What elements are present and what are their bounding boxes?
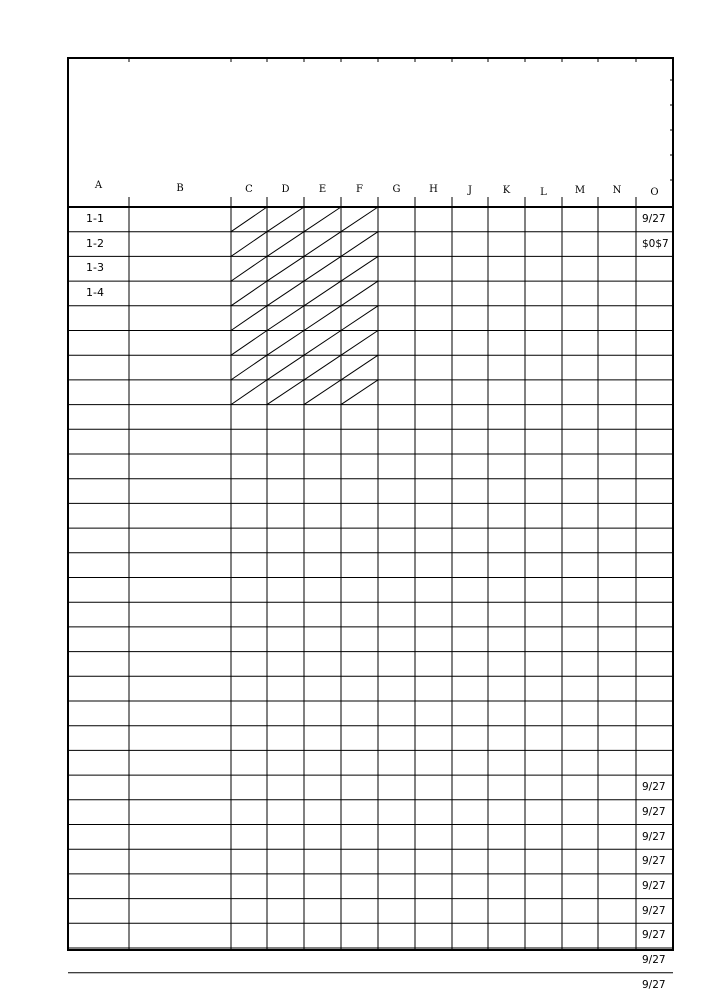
hatch-diagonal [304,256,341,281]
hatch-diagonal [304,355,341,380]
cell-o: 9/27 [642,929,666,942]
hatch-diagonal [267,281,304,306]
cell-o: 9/27 [642,904,666,917]
cell-o: 9/27 [642,954,666,966]
hatch-diagonal [231,207,267,232]
column-header-l: L [540,187,547,198]
cell-o: 9/27 [642,805,666,818]
hatch-diagonal [341,380,378,405]
hatch-diagonal [341,281,378,306]
hatch-diagonal [304,331,341,356]
cell-a: 1-3 [86,261,104,275]
cell-a: 1-4 [86,286,104,300]
hatch-diagonal [231,281,267,306]
column-header-d: D [281,184,290,195]
column-header-k: K [502,185,511,196]
column-header-n: N [612,185,622,196]
hatch-diagonal [267,207,304,232]
hatch-diagonal [341,306,378,331]
hatch-diagonal [304,306,341,331]
cell-a: 1-2 [86,236,104,250]
column-header-b: B [176,183,184,194]
column-header-a: A [94,180,103,191]
column-header-j: J [467,185,472,196]
hatch-diagonal [267,331,304,356]
hatch-diagonal [231,256,267,281]
hatch-diagonal [231,355,267,380]
hatch-diagonal [304,232,341,257]
hatch-diagonal [341,207,378,232]
hatch-diagonal [267,232,304,257]
hatch-diagonal [341,256,378,281]
column-header-g: G [392,184,401,195]
hatch-diagonal [304,207,341,232]
column-header-c: C [245,184,253,195]
column-header-e: E [318,184,327,195]
cell-o: $0$7 [642,237,669,250]
cell-o: 9/27 [642,781,666,794]
cell-o: 9/27 [642,978,666,991]
hatch-diagonal [231,232,267,257]
hatch-diagonal [231,306,267,331]
cell-a: 1-1 [86,212,104,225]
column-header-f: F [356,184,363,195]
column-header-m: M [574,185,586,196]
hatch-diagonal [341,331,378,356]
cell-o: 9/27 [642,855,666,868]
cell-o: 9/27 [642,213,666,225]
hatch-diagonal [267,355,304,380]
column-header-o: O [650,187,659,198]
hatch-diagonal [267,380,304,405]
hatch-diagonal [267,256,304,281]
cell-o: 9/27 [642,879,666,892]
hatch-diagonal [304,281,341,306]
hatch-diagonal [231,331,267,356]
column-header-h: H [429,184,438,195]
hatch-diagonal [341,355,378,380]
hatch-diagonal [304,380,341,405]
hatch-diagonal [341,232,378,257]
cell-o: 9/27 [642,830,666,843]
hatch-diagonal [231,380,267,405]
hatch-diagonal [267,306,304,331]
